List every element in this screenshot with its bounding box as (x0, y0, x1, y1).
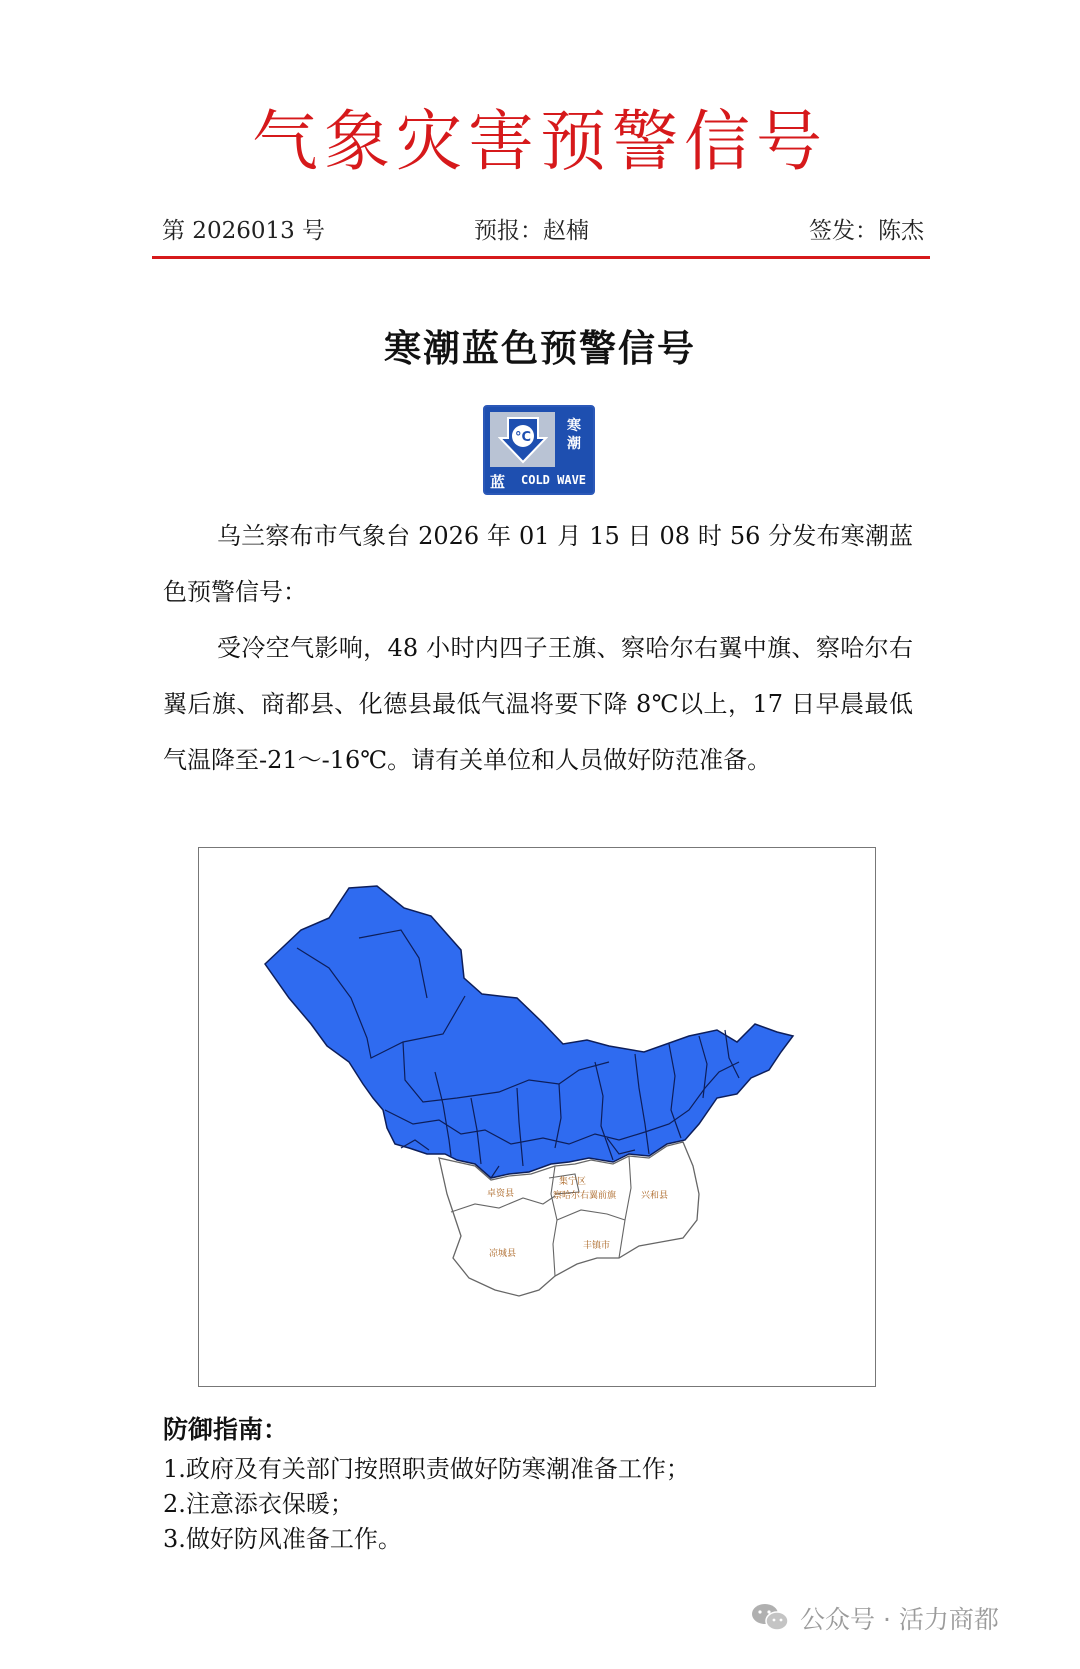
badge-side-char-1: 寒 (567, 418, 581, 434)
watermark-text: 公众号 · 活力商都 (800, 1605, 999, 1634)
warning-details: 受冷空气影响，48 小时内四子王旗、察哈尔右翼中旗、察哈尔右翼后旗、商都县、化德县最低气温将要下降 8℃以上，17 日早晨最低气温降至-21～-16℃。请有关单位和人员做好防范准备。 (163, 634, 913, 774)
guide-heading: 防御指南： (163, 1415, 289, 1444)
label-xinghe: 兴和县 (641, 1191, 669, 1201)
warning-region (265, 886, 793, 1178)
label-jining: 集宁区 (559, 1177, 587, 1187)
guide-list (163, 1452, 690, 1557)
badge-side-text (560, 417, 588, 453)
guide-item: 1.政府及有关部门按照职责做好防寒潮准备工作； (163, 1455, 690, 1483)
badge-unit: °C (514, 430, 532, 445)
badge-level-text: 蓝 (490, 473, 506, 491)
label-fengzhen: 丰镇市 (583, 1241, 611, 1251)
issue-statement: 乌兰察布市气象台 2026 年 01 月 15 日 08 时 56 分发布寒潮蓝色预警信号： (163, 522, 913, 606)
forecaster-name: 预报：赵楠 (474, 218, 589, 244)
document-number: 第 2026013 号 (162, 218, 326, 244)
badge-side-char-2: 潮 (567, 436, 581, 452)
document-meta-row (162, 212, 924, 248)
thermometer-down-arrow-icon (498, 416, 548, 464)
label-chaqianqi: 察哈尔右翼前旗 (553, 1191, 617, 1201)
label-zhuozi: 卓资县 (487, 1189, 515, 1199)
warning-area-map (198, 847, 876, 1387)
guide-item: 2.注意添衣保暖； (163, 1490, 354, 1518)
badge-icon-panel (490, 412, 555, 467)
badge-english-text: COLD WAVE (521, 473, 587, 487)
page-header-title: 气象灾害预警信号 (252, 103, 828, 180)
watermark (750, 1596, 1050, 1636)
warning-title: 寒潮蓝色预警信号 (384, 326, 696, 370)
header-divider (152, 256, 930, 259)
wechat-icon (750, 1602, 790, 1632)
guide-item: 3.做好防风准备工作。 (163, 1525, 402, 1553)
map-svg (199, 848, 875, 1386)
label-liangcheng: 凉城县 (489, 1249, 517, 1259)
issuer-name: 签发：陈杰 (809, 218, 924, 244)
cold-wave-blue-badge (483, 405, 595, 495)
